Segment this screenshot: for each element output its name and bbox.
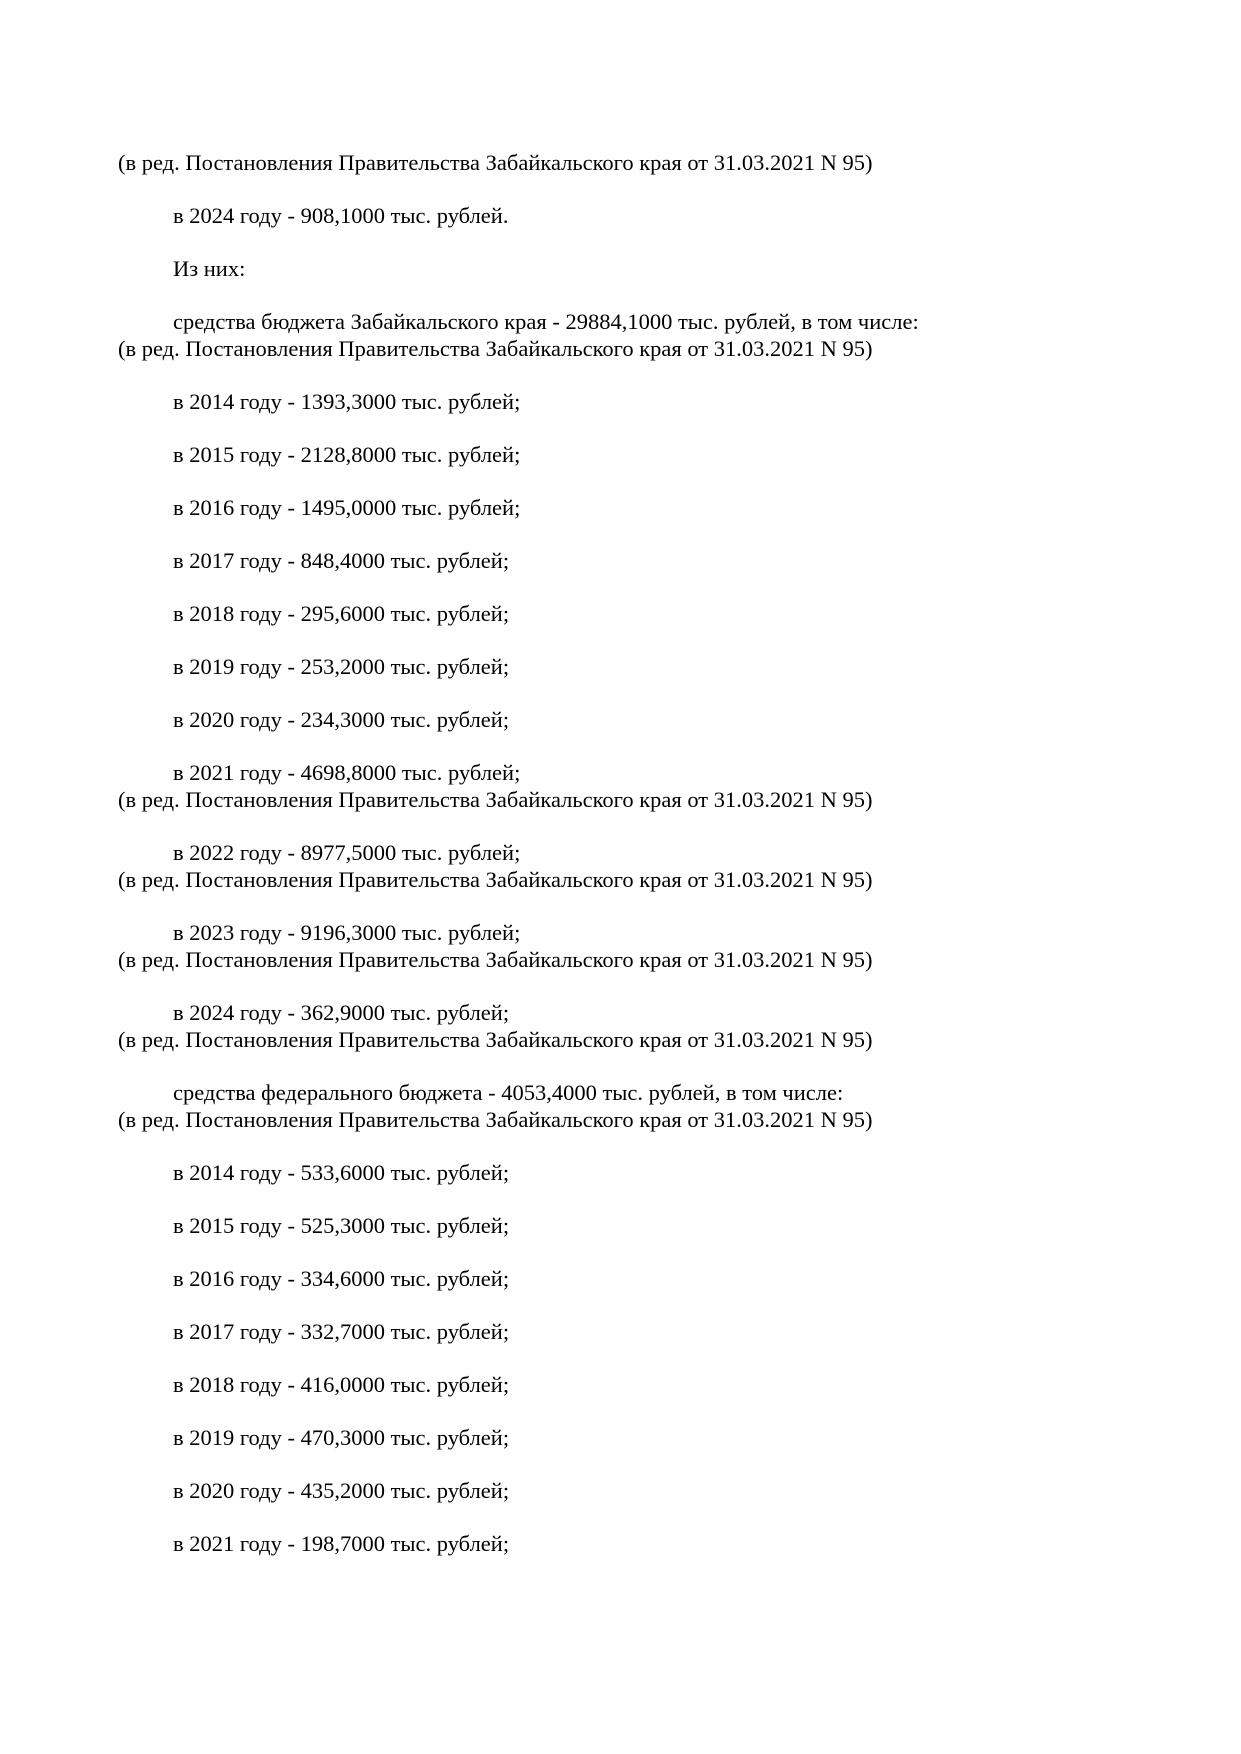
regional-year-2021: в 2021 году - 4698,8000 тыс. рублей;: [173, 760, 521, 785]
total-2024: в 2024 году - 908,1000 тыс. рублей.: [173, 203, 509, 228]
regional-year-2023: в 2023 году - 9196,3000 тыс. рублей;: [173, 920, 521, 945]
regional-year-2022: в 2022 году - 8977,5000 тыс. рублей;: [173, 840, 521, 865]
federal-year-2014: в 2014 году - 533,6000 тыс. рублей;: [173, 1160, 510, 1185]
amendment-note: (в ред. Постановления Правительства Забайкальского края от 31.03.2021 N 95): [118, 150, 873, 175]
federal-year-2021: в 2021 году - 198,7000 тыс. рублей;: [173, 1531, 510, 1556]
regional-year-2016: в 2016 году - 1495,0000 тыс. рублей;: [173, 495, 521, 520]
federal-year-2019: в 2019 году - 470,3000 тыс. рублей;: [173, 1425, 510, 1450]
federal-year-2020: в 2020 году - 435,2000 тыс. рублей;: [173, 1478, 510, 1503]
regional-year-2018: в 2018 году - 295,6000 тыс. рублей;: [173, 601, 510, 626]
amendment-note: (в ред. Постановления Правительства Забайкальского края от 31.03.2021 N 95): [118, 947, 873, 972]
federal-year-2018: в 2018 году - 416,0000 тыс. рублей;: [173, 1372, 510, 1397]
amendment-note: (в ред. Постановления Правительства Забайкальского края от 31.03.2021 N 95): [118, 1027, 873, 1052]
regional-year-2019: в 2019 году - 253,2000 тыс. рублей;: [173, 654, 510, 679]
federal-budget-heading: средства федерального бюджета - 4053,4000 тыс. рублей, в том числе:: [173, 1080, 844, 1105]
federal-year-2017: в 2017 году - 332,7000 тыс. рублей;: [173, 1319, 510, 1344]
regional-year-2020: в 2020 году - 234,3000 тыс. рублей;: [173, 707, 510, 732]
of-which-label: Из них:: [173, 256, 246, 281]
amendment-note: (в ред. Постановления Правительства Забайкальского края от 31.03.2021 N 95): [118, 336, 873, 361]
regional-year-2014: в 2014 году - 1393,3000 тыс. рублей;: [173, 389, 521, 414]
regional-year-2015: в 2015 году - 2128,8000 тыс. рублей;: [173, 442, 521, 467]
regional-year-2024: в 2024 году - 362,9000 тыс. рублей;: [173, 1000, 510, 1025]
amendment-note: (в ред. Постановления Правительства Забайкальского края от 31.03.2021 N 95): [118, 867, 873, 892]
amendment-note: (в ред. Постановления Правительства Забайкальского края от 31.03.2021 N 95): [118, 1107, 873, 1132]
federal-year-2015: в 2015 году - 525,3000 тыс. рублей;: [173, 1213, 510, 1238]
federal-year-2016: в 2016 году - 334,6000 тыс. рублей;: [173, 1266, 510, 1291]
regional-budget-heading: средства бюджета Забайкальского края - 29884,1000 тыс. рублей, в том числе:: [173, 309, 919, 334]
regional-year-2017: в 2017 году - 848,4000 тыс. рублей;: [173, 548, 510, 573]
amendment-note: (в ред. Постановления Правительства Забайкальского края от 31.03.2021 N 95): [118, 787, 873, 812]
